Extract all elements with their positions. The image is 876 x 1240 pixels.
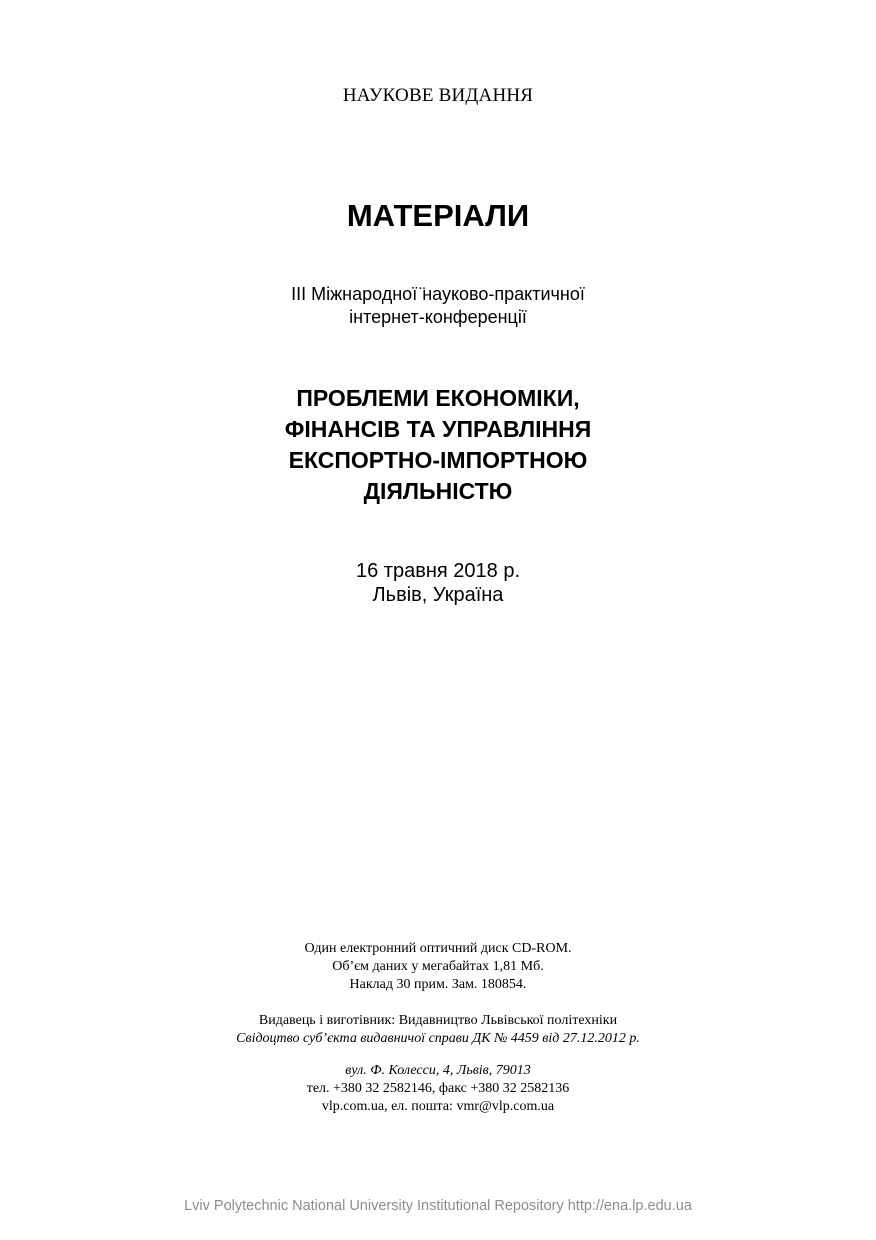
subtitle-line-2: інтернет-конференції — [349, 307, 527, 327]
subtitle-line-1: ІІІ Міжнародної ̈науково-практичної — [291, 284, 585, 304]
page-title: МАТЕРІАЛИ — [346, 198, 530, 233]
imprint-publisher: Видавець і виготівник: Видавництво Львівської політехніки — [258, 1013, 618, 1028]
imprint-certificate: Свідоцтво суб’єкта видавничої справи ДК № 4459 від 27.12.2012 р. — [236, 1031, 640, 1046]
event-date: 16 травня 2018 р. — [356, 560, 520, 582]
repository-footer: Lviv Polytechnic National University Institutional Repository http://ena.lp.edu.ua — [184, 1198, 692, 1214]
imprint-media: Один електронний оптичний диск CD-ROM. — [304, 941, 572, 956]
topic-line-1: ПРОБЛЕМИ ЕКОНОМІКИ, — [296, 385, 580, 411]
publication-type-label: НАУКОВЕ ВИДАННЯ — [342, 85, 534, 106]
imprint-phones: тел. +380 32 2582146, факс +380 32 2582136 — [306, 1081, 570, 1096]
imprint-run: Наклад 30 прим. Зам. 180854. — [349, 977, 527, 992]
imprint-volume: Об’єм даних у мегабайтах 1,81 Мб. — [332, 959, 544, 974]
topic-line-3: ЕКСПОРТНО-ІМПОРТНОЮ — [288, 447, 588, 473]
imprint-web-email: vlp.com.ua, ел. пошта: vmr@vlp.com.ua — [321, 1099, 555, 1114]
topic-line-2: ФІНАНСІВ ТА УПРАВЛІННЯ — [284, 416, 592, 442]
imprint-address: вул. Ф. Колесси, 4, Львів, 79013 — [345, 1063, 531, 1078]
topic-line-4: ДІЯЛЬНІСТЮ — [363, 478, 513, 504]
event-place: Львів, Україна — [372, 584, 504, 606]
